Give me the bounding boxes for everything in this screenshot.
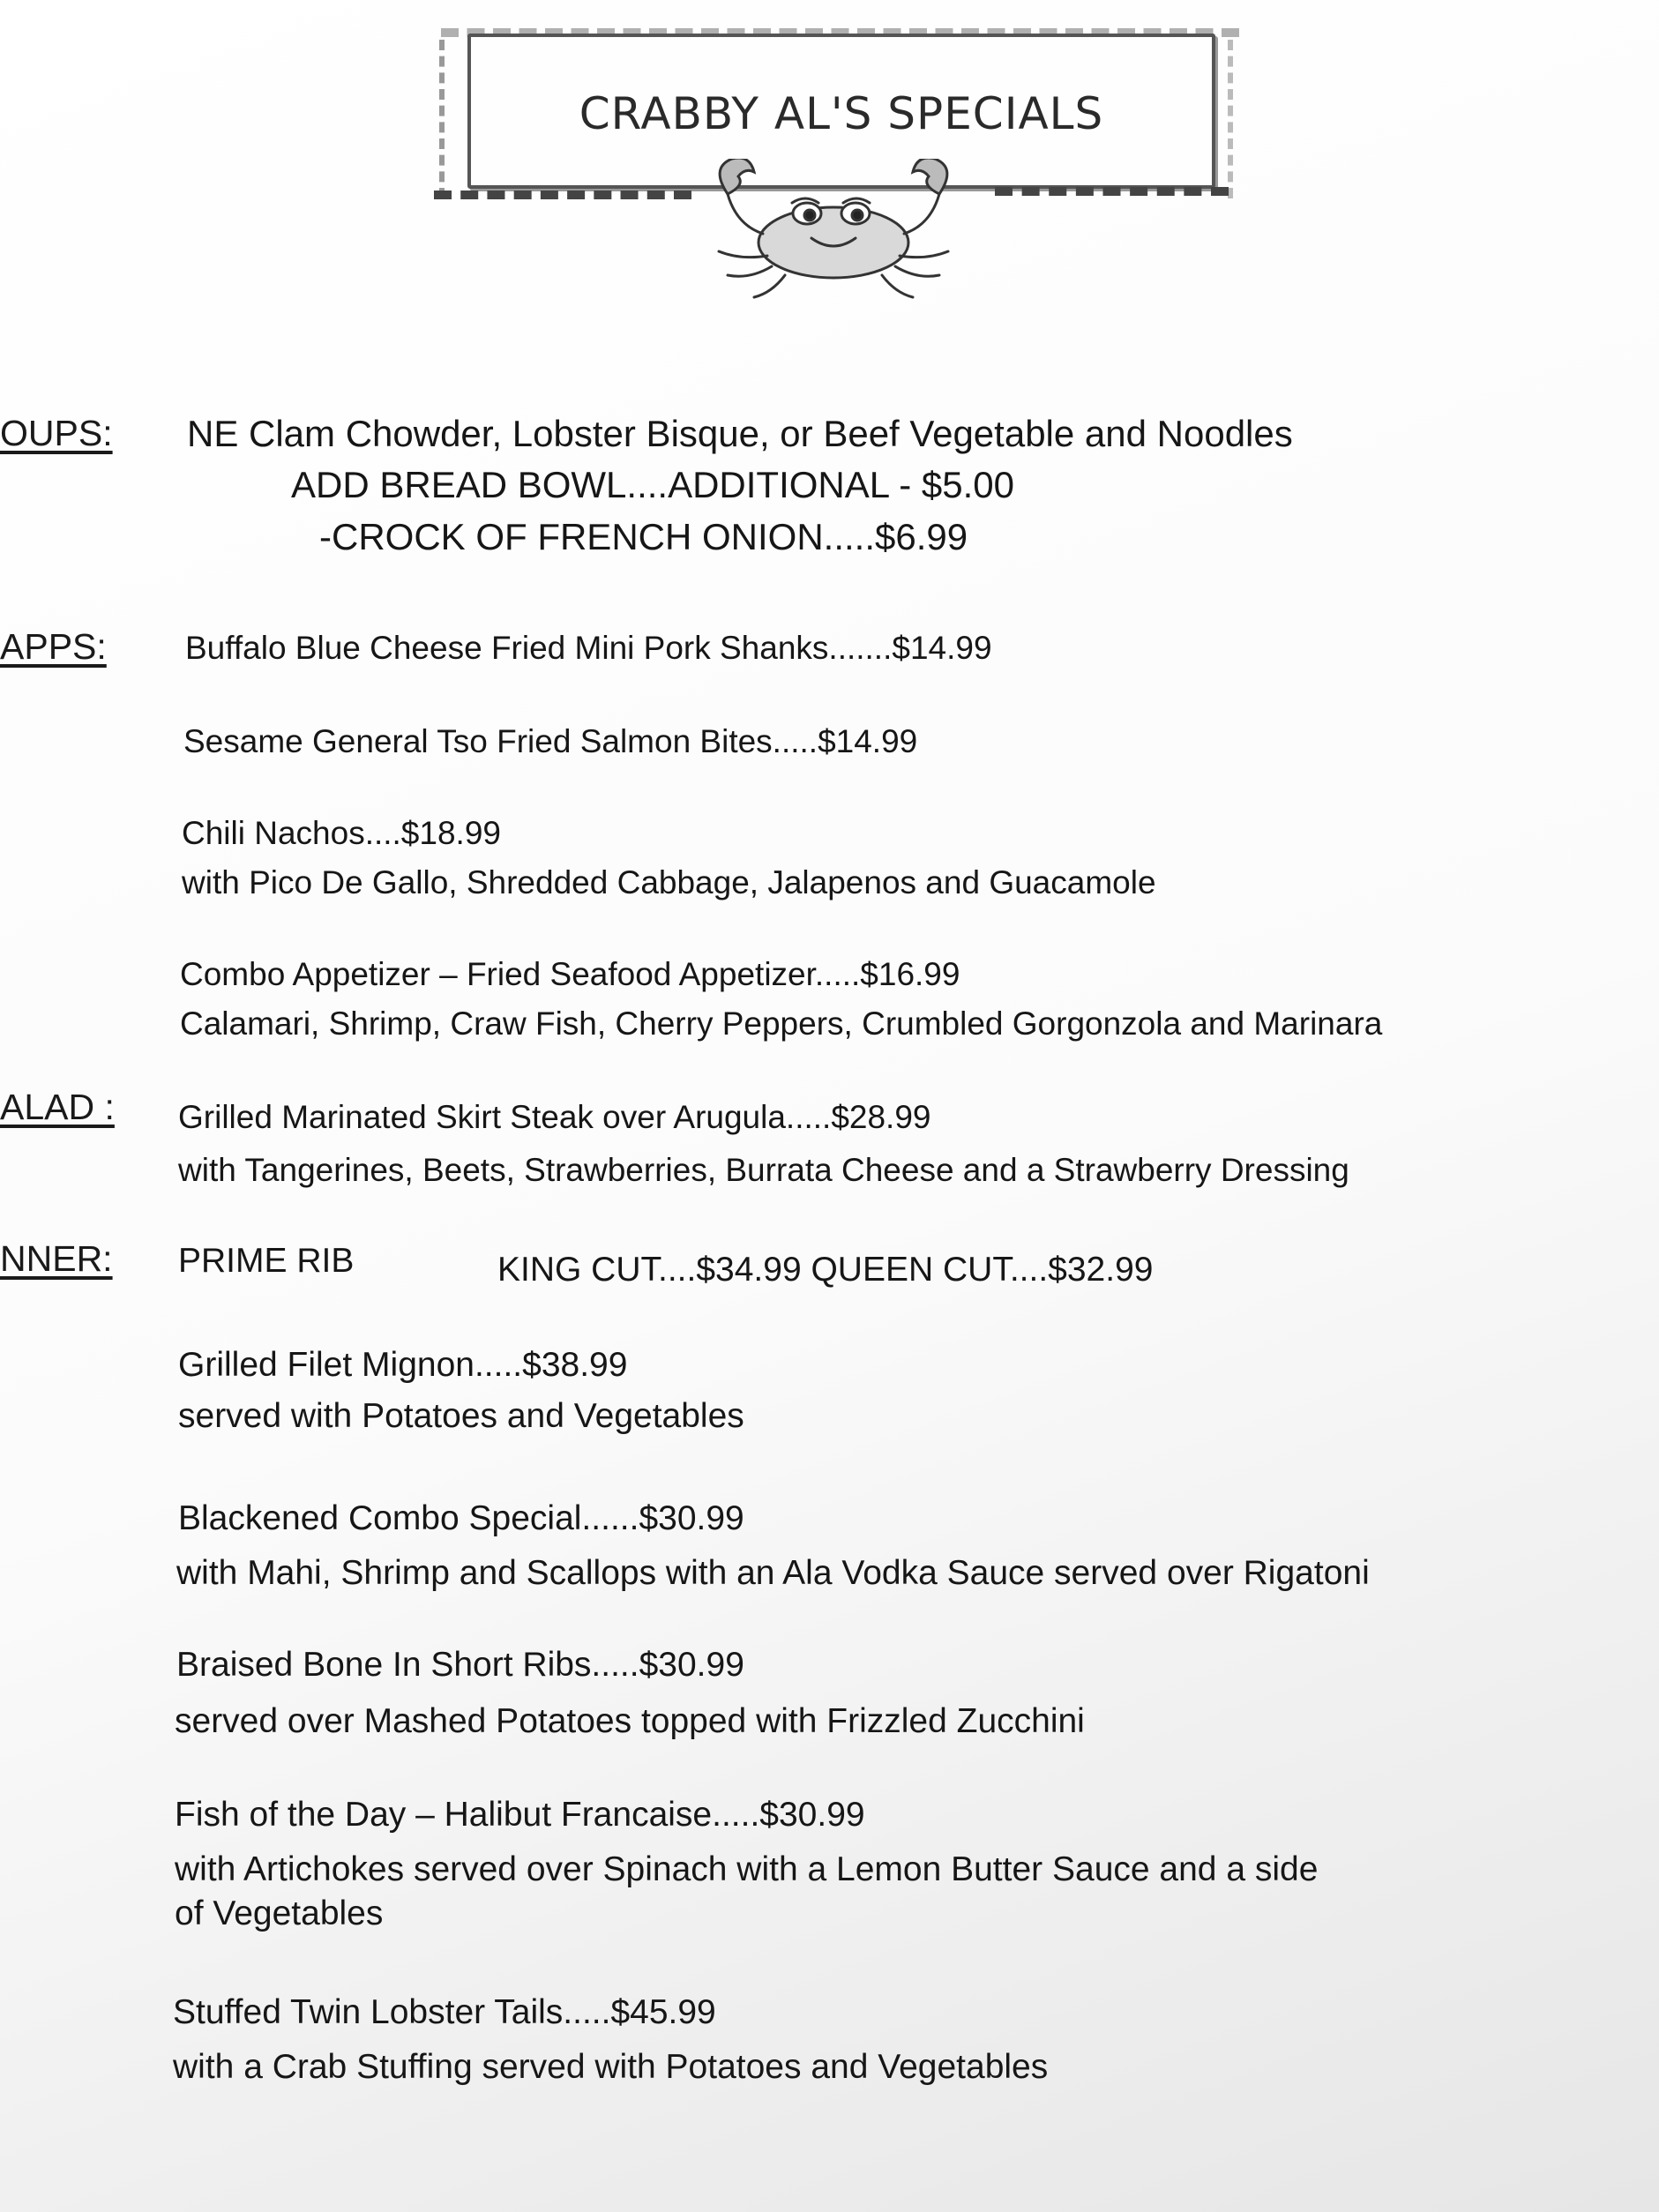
prime-rib-prices: KING CUT....$34.99 QUEEN CUT....$32.99 [497,1251,1154,1289]
soups-bread-bowl: ADD BREAD BOWL....ADDITIONAL - $5.00 [291,464,1014,505]
dinner-item-desc: with Artichokes served over Spinach with a Lemon Butter Sauce and a side [175,1850,1319,1888]
section-label-soups: OUPS: [0,413,113,453]
soups-line: NE Clam Chowder, Lobster Bisque, or Beef Vegetable and Noodles [187,413,1293,454]
section-label-dinner: NNER: [0,1238,113,1279]
app-item-desc: Calamari, Shrimp, Craw Fish, Cherry Peppers, Crumbled Gorgonzola and Marinara [180,1005,1383,1042]
app-item-name: Buffalo Blue Cheese Fried Mini Pork Shanks.......$14.99 [185,630,992,666]
prime-rib-label: PRIME RIB [178,1242,355,1280]
app-item-name: Sesame General Tso Fried Salmon Bites.....$14.99 [183,723,918,759]
dinner-item-desc: with a Crab Stuffing served with Potatoes and Vegetables [173,2048,1049,2086]
title-frame-right [1228,40,1233,198]
salad-item-name: Grilled Marinated Skirt Steak over Arugula.....$28.99 [178,1099,931,1135]
dinner-item-desc: served over Mashed Potatoes topped with Frizzled Zucchini [175,1702,1085,1740]
app-item-name: Chili Nachos....$18.99 [182,815,501,851]
dinner-item-name: Blackened Combo Special......$30.99 [178,1499,744,1537]
dinner-item-name: Stuffed Twin Lobster Tails.....$45.99 [173,1993,716,2031]
title-frame-left [439,40,445,198]
salad-item-desc: with Tangerines, Beets, Strawberries, Burrata Cheese and a Strawberry Dressing [178,1152,1349,1188]
page-title: CRABBY AL'S SPECIALS [579,88,1104,139]
app-item-desc: with Pico De Gallo, Shredded Cabbage, Jalapenos and Guacamole [182,864,1156,900]
app-item-name: Combo Appetizer – Fried Seafood Appetizer.....$16.99 [180,956,960,992]
dinner-item-name: Fish of the Day – Halibut Francaise.....$30.99 [175,1796,865,1834]
dinner-item-name: Braised Bone In Short Ribs.....$30.99 [176,1646,744,1684]
section-label-apps: APPS: [0,626,107,667]
dinner-item-desc-cont: of Vegetables [175,1894,384,1932]
dinner-item-desc: served with Potatoes and Vegetables [178,1397,744,1435]
section-label-salad: ALAD : [0,1087,115,1127]
title-frame-bottom-left [434,191,691,199]
soups-french-onion: -CROCK OF FRENCH ONION.....$6.99 [319,516,968,557]
dinner-item-desc: with Mahi, Shrimp and Scallops with an Ala Vodka Sauce served over Rigatoni [176,1554,1370,1592]
crab-icon [688,159,979,300]
dinner-item-name: Grilled Filet Mignon.....$38.99 [178,1346,628,1384]
title-frame-bottom-right [995,187,1229,196]
